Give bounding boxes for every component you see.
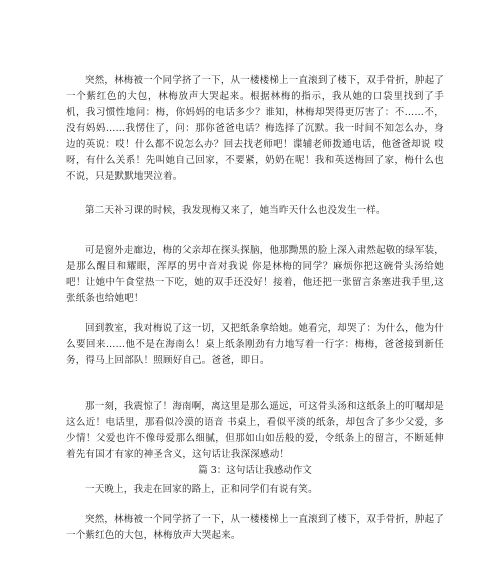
section-paragraph-1: 一天晚上，我走在回家的路上，正和同学们有说有笑。 — [85, 484, 318, 495]
paragraph-2: 第二天补习课的时候，我发现梅又来了，她当昨天什么也没发生一样。 — [85, 205, 386, 216]
section-paragraph-2: 突然，林梅被一个同学挤了一下，从一楼楼梯上一直滚到了楼下，双手骨折，肿起了一个紫红色的大包，林梅放声大哭起来。 — [66, 514, 444, 541]
section-title: 篇 3：这句话让我感动作文 — [198, 465, 312, 476]
paragraph-4: 回到教室，我对梅说了这一切，又把纸条拿给她。她看完，却哭了：为什么，他为什么要回来……他不是在海南么！桌上纸条刚劲有力地写着一行字：梅梅，爸爸接到新任务，得马上回部队！照顾好自己。爸爸，即日。 — [66, 323, 444, 366]
paragraph-1: 突然，林梅被一个同学挤了一下，从一楼楼梯上一直滚到了楼下，双手骨折，肿起了一个紫红色的大包，林梅放声大哭起来。根据林梅的指示，我从她的口袋里找到了手机，我习惯性地问：梅，你妈妈的电话多少？谁知，林梅却哭得更厉害了：不……不，没有妈妈……我愣住了，问：那你爸爸电话？梅选择了沉默。我一时间不知怎么办，身边的英说：哎！什么都不说怎么办？回去找老师吧！谍辅老师拨通电话，他爸爸却说 哎呀，有什么关系！先叫她自己回家，不要紧，奶奶在呢！我和英送梅回了家，梅什么也不说，只是默默地哭泣着。 — [66, 75, 444, 182]
paragraph-5: 那一刻，我震惊了！海南啊，离这里是那么遥远，可这骨头汤和这纸条上的叮嘱却是这么近！电话里，那看似冷漠的语音 书桌上，看似平淡的纸条，却包含了多少父爱，多少情！父爱也许不像母爱那么细腻，但那如山如岳般的爱，令纸条上的留言，不断延伸着先有国才有家的神圣含义，这句话让我深深感动！ — [66, 401, 444, 460]
paragraph-3: 可是窗外走廊边，梅的父亲却在探头探脑，他那黝黑的脸上深入肃然起敬的绿军装，是那么醒目和耀眼，浑厚的男中音对我说 你是林梅的同学？麻烦你把这碗骨头汤给她吧！让她中午食堂热一下吃，她的双手还没好！接着，他还把一张留言条塞进我手里,这张纸条也给她吧！ — [66, 245, 444, 304]
